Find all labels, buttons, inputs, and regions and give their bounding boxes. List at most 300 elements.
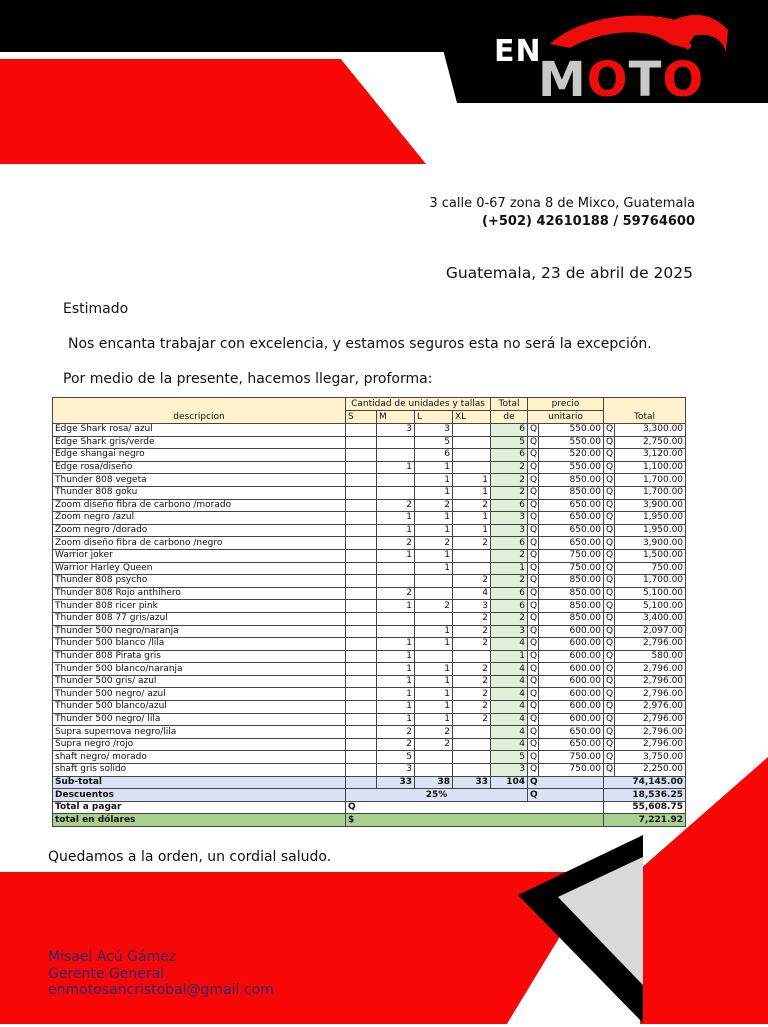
row-size-xl [453,764,491,777]
row-total-currency: Q [604,549,615,562]
row-total-currency: Q [604,638,615,651]
row-size-l: 2 [415,738,453,751]
row-total-currency: Q [604,512,615,525]
row-size-l: 1 [415,625,453,638]
closing-line: Quedamos a la orden, un cordial saludo. [48,849,332,865]
row-description: Thunder 500 blanco/azul [53,701,346,714]
row-size-l: 1 [415,486,453,499]
row-size-m: 2 [377,537,415,550]
row-units-total: 4 [491,701,528,714]
header-precio-1: precio [528,398,604,411]
row-price-currency: Q [528,650,539,663]
row-total-currency: Q [604,650,615,663]
row-size-xl [453,461,491,474]
descuentos-currency: Q [528,789,604,802]
row-description: Edge Shark rosa/ azul [53,424,346,437]
row-price-currency: Q [528,587,539,600]
signature-block [48,949,274,999]
subtotal-xl: 33 [453,776,491,789]
descuentos-percent: 25% [346,789,528,802]
row-description: Edge Shark gris/verde [53,436,346,449]
row-size-l: 2 [415,726,453,739]
row-size-l: 1 [415,638,453,651]
row-size-xl: 1 [453,486,491,499]
descuentos-amount: 18,536.25 [604,789,686,802]
subtotal-units: 104 [491,776,528,789]
row-units-total: 2 [491,486,528,499]
row-size-xl: 1 [453,474,491,487]
row-description: Warrior joker [53,549,346,562]
row-size-m: 1 [377,688,415,701]
row-size-m: 1 [377,524,415,537]
row-unit-price: 550.00 [539,424,604,437]
row-size-xl: 4 [453,587,491,600]
row-description: Thunder 808 goku [53,486,346,499]
table-row [53,701,686,714]
row-line-total: 3,120.00 [615,449,686,462]
row-price-currency: Q [528,701,539,714]
row-size-l: 1 [415,474,453,487]
row-description: Thunder 808 ricer pink [53,600,346,613]
row-units-total: 2 [491,575,528,588]
row-size-xl: 2 [453,537,491,550]
row-line-total: 1,700.00 [615,575,686,588]
row-line-total: 2,976.00 [615,701,686,714]
table-row [53,512,686,525]
row-unit-price: 850.00 [539,486,604,499]
total-pagar-amount: 55,608.75 [604,801,686,814]
signature-title: Gerente General [48,965,165,982]
row-line-total: 5,100.00 [615,600,686,613]
row-units-total: 6 [491,499,528,512]
row-unit-price: 650.00 [539,512,604,525]
row-line-total: 5,100.00 [615,587,686,600]
row-size-l: 1 [415,713,453,726]
row-total-currency: Q [604,436,615,449]
row-size-l [415,575,453,588]
row-description: Thunder 500 negro/ lila [53,713,346,726]
table-row [53,449,686,462]
row-units-total: 6 [491,424,528,437]
header-size-m: M [377,411,415,424]
row-unit-price: 600.00 [539,713,604,726]
row-size-l: 2 [415,499,453,512]
signature-name: Misael Acú Gámez [48,949,177,965]
row-size-s [346,537,377,550]
row-units-total: 5 [491,436,528,449]
table-row [53,587,686,600]
row-line-total: 2,796.00 [615,675,686,688]
row-unit-price: 750.00 [539,549,604,562]
row-total-currency: Q [604,424,615,437]
row-total-currency: Q [604,663,615,676]
subtotal-l: 38 [415,776,453,789]
greeting: Estimado [63,301,129,317]
row-size-s [346,726,377,739]
row-unit-price: 600.00 [539,650,604,663]
header-total-de-1: Total [491,398,528,411]
row-unit-price: 650.00 [539,738,604,751]
row-size-l [415,612,453,625]
row-total-currency: Q [604,537,615,550]
row-size-xl [453,424,491,437]
header-red-band [0,59,426,164]
row-line-total: 2,750.00 [615,436,686,449]
row-price-currency: Q [528,663,539,676]
row-size-s [346,650,377,663]
row-size-l: 3 [415,424,453,437]
header-size-l: L [415,411,453,424]
usd-currency: $ [346,814,604,827]
logo-text-moto: MOTO [538,52,705,108]
table-row [53,600,686,613]
row-line-total: 1,950.00 [615,524,686,537]
row-unit-price: 750.00 [539,751,604,764]
header-descripcion: descripcion [53,398,346,424]
row-description: Warrior Harley Queen [53,562,346,575]
row-size-m: 1 [377,549,415,562]
subtotal-label: Sub-total [53,776,346,789]
row-size-xl: 2 [453,675,491,688]
row-units-total: 2 [491,612,528,625]
row-size-s [346,449,377,462]
row-units-total: 1 [491,650,528,663]
row-size-l: 1 [415,675,453,688]
row-size-m [377,449,415,462]
row-units-total: 1 [491,562,528,575]
descuentos-row [53,789,686,802]
table-row [53,524,686,537]
row-size-m: 1 [377,650,415,663]
row-units-total: 2 [491,474,528,487]
row-total-currency: Q [604,449,615,462]
row-price-currency: Q [528,600,539,613]
row-description: Edge shangai negro [53,449,346,462]
row-line-total: 2,097.00 [615,625,686,638]
row-size-s [346,738,377,751]
row-size-s [346,524,377,537]
row-unit-price: 850.00 [539,575,604,588]
row-unit-price: 550.00 [539,461,604,474]
row-line-total: 1,500.00 [615,549,686,562]
row-size-xl: 2 [453,713,491,726]
header-size-s: S [346,411,377,424]
row-size-l: 1 [415,524,453,537]
row-price-currency: Q [528,524,539,537]
row-size-s [346,663,377,676]
row-size-xl [453,726,491,739]
subtotal-row [53,776,686,789]
row-description: Thunder 500 negro/naranja [53,625,346,638]
row-size-xl: 2 [453,625,491,638]
table-row [53,474,686,487]
row-size-l: 5 [415,436,453,449]
row-description: Zoom negro /dorado [53,524,346,537]
row-description: Thunder 500 blanco /lila [53,638,346,651]
row-total-currency: Q [604,461,615,474]
row-price-currency: Q [528,537,539,550]
row-price-currency: Q [528,449,539,462]
row-size-s [346,499,377,512]
row-size-s [346,512,377,525]
row-price-currency: Q [528,688,539,701]
row-size-xl: 2 [453,663,491,676]
row-size-s [346,701,377,714]
row-size-xl: 2 [453,499,491,512]
row-units-total: 6 [491,449,528,462]
row-unit-price: 750.00 [539,764,604,777]
row-units-total: 4 [491,675,528,688]
row-units-total: 6 [491,587,528,600]
total-pagar-row [53,801,686,814]
row-units-total: 2 [491,461,528,474]
row-units-total: 3 [491,512,528,525]
row-description: Supra supernova negro/lila [53,726,346,739]
row-price-currency: Q [528,751,539,764]
row-size-m [377,474,415,487]
subtotal-s [346,776,377,789]
row-line-total: 2,796.00 [615,688,686,701]
total-pagar-label: Total a pagar [53,801,346,814]
row-units-total: 3 [491,524,528,537]
row-unit-price: 850.00 [539,612,604,625]
row-line-total: 750.00 [615,562,686,575]
row-unit-price: 850.00 [539,474,604,487]
row-description: Thunder 808 psycho [53,575,346,588]
row-description: Zoom negro /azul [53,512,346,525]
row-total-currency: Q [604,701,615,714]
row-size-m: 3 [377,424,415,437]
table-row [53,537,686,550]
row-size-xl [453,562,491,575]
logo-text-en: EN [494,34,542,69]
row-size-l: 2 [415,537,453,550]
row-price-currency: Q [528,474,539,487]
header-total: Total [604,398,686,424]
table-header-row [53,398,686,411]
row-description: Supra negro /rojo [53,738,346,751]
row-price-currency: Q [528,764,539,777]
row-size-m: 1 [377,701,415,714]
row-price-currency: Q [528,713,539,726]
row-unit-price: 600.00 [539,688,604,701]
row-size-l [415,751,453,764]
row-line-total: 2,796.00 [615,713,686,726]
header-total-de-2: de [491,411,528,424]
row-line-total: 2,250.00 [615,764,686,777]
row-total-currency: Q [604,738,615,751]
row-price-currency: Q [528,726,539,739]
row-unit-price: 850.00 [539,587,604,600]
subtotal-amount: 74,145.00 [604,776,686,789]
row-description: Edge rosa/diseño [53,461,346,474]
row-size-m [377,625,415,638]
row-size-m: 2 [377,499,415,512]
row-size-m: 2 [377,738,415,751]
row-size-s [346,474,377,487]
table-row [53,764,686,777]
row-unit-price: 520.00 [539,449,604,462]
row-total-currency: Q [604,751,615,764]
table-row [53,562,686,575]
row-total-currency: Q [604,575,615,588]
row-description: Thunder 500 blanco/naranja [53,663,346,676]
row-unit-price: 850.00 [539,600,604,613]
descuentos-label: Descuentos [53,789,346,802]
proforma-table [52,397,685,827]
table-row [53,726,686,739]
row-size-s [346,764,377,777]
row-line-total: 2,796.00 [615,663,686,676]
row-size-l: 6 [415,449,453,462]
intro-paragraph: Nos encanta trabajar con excelencia, y estamos seguros esta no será la excepción. [68,336,652,352]
row-price-currency: Q [528,549,539,562]
row-price-currency: Q [528,575,539,588]
row-size-m: 2 [377,726,415,739]
row-size-s [346,436,377,449]
row-unit-price: 600.00 [539,701,604,714]
table-row [53,486,686,499]
row-unit-price: 650.00 [539,499,604,512]
row-size-xl [453,650,491,663]
chevron-left-icon [518,835,643,1023]
row-size-xl: 1 [453,512,491,525]
row-size-l: 1 [415,663,453,676]
row-description: shaft negro/ morado [53,751,346,764]
row-description: Zoom diseño fibra de carbono /negro [53,537,346,550]
row-size-m: 1 [377,600,415,613]
row-total-currency: Q [604,474,615,487]
row-line-total: 2,796.00 [615,638,686,651]
row-unit-price: 600.00 [539,638,604,651]
row-total-currency: Q [604,625,615,638]
row-price-currency: Q [528,625,539,638]
row-size-xl [453,549,491,562]
row-size-m: 1 [377,512,415,525]
row-line-total: 3,900.00 [615,537,686,550]
table-row [53,663,686,676]
row-price-currency: Q [528,461,539,474]
row-size-m [377,436,415,449]
lead-paragraph: Por medio de la presente, hacemos llegar, proforma: [63,371,433,387]
row-size-m: 1 [377,461,415,474]
row-total-currency: Q [604,688,615,701]
row-description: Zoom diseño fibra de carbono /morado [53,499,346,512]
row-price-currency: Q [528,638,539,651]
row-size-m [377,575,415,588]
row-total-currency: Q [604,499,615,512]
row-size-m: 1 [377,663,415,676]
row-size-s [346,461,377,474]
row-size-l: 2 [415,600,453,613]
row-size-l: 1 [415,562,453,575]
row-unit-price: 750.00 [539,562,604,575]
row-unit-price: 550.00 [539,436,604,449]
table-row [53,625,686,638]
row-unit-price: 650.00 [539,524,604,537]
row-price-currency: Q [528,738,539,751]
signature-email[interactable]: enmotosancristobal@gmail.com [48,982,274,998]
table-row [53,638,686,651]
row-total-currency: Q [604,486,615,499]
row-size-s [346,625,377,638]
row-price-currency: Q [528,424,539,437]
row-line-total: 1,700.00 [615,474,686,487]
row-description: Thunder 500 gris/ azul [53,675,346,688]
row-size-s [346,638,377,651]
row-total-currency: Q [604,726,615,739]
row-units-total: 3 [491,764,528,777]
row-size-m [377,486,415,499]
header-precio-2: unitario [528,411,604,424]
row-units-total: 4 [491,726,528,739]
row-total-currency: Q [604,524,615,537]
row-units-total: 3 [491,625,528,638]
row-price-currency: Q [528,486,539,499]
row-total-currency: Q [604,612,615,625]
address-line: 3 calle 0-67 zona 8 de Mixco, Guatemala [429,196,695,211]
row-size-l: 1 [415,701,453,714]
row-price-currency: Q [528,612,539,625]
table-row [53,688,686,701]
row-units-total: 2 [491,549,528,562]
row-units-total: 6 [491,537,528,550]
row-size-xl [453,751,491,764]
row-total-currency: Q [604,600,615,613]
subtotal-m: 33 [377,776,415,789]
row-size-xl [453,436,491,449]
row-price-currency: Q [528,436,539,449]
row-line-total: 3,750.00 [615,751,686,764]
row-size-m: 1 [377,675,415,688]
row-description: Thunder 808 Rojo anthihero [53,587,346,600]
row-size-s [346,549,377,562]
row-size-xl: 2 [453,638,491,651]
row-size-l [415,587,453,600]
row-size-xl: 2 [453,575,491,588]
row-size-s [346,612,377,625]
total-pagar-currency: Q [346,801,604,814]
row-size-xl: 3 [453,600,491,613]
table-row [53,612,686,625]
row-size-s [346,600,377,613]
row-price-currency: Q [528,562,539,575]
row-size-l: 1 [415,688,453,701]
row-size-s [346,424,377,437]
row-total-currency: Q [604,764,615,777]
row-line-total: 3,300.00 [615,424,686,437]
row-units-total: 6 [491,600,528,613]
row-description: Thunder 808 Pirata gris [53,650,346,663]
usd-amount: 7,221.92 [604,814,686,827]
row-size-l: 1 [415,512,453,525]
row-price-currency: Q [528,675,539,688]
row-description: Thunder 808 77 gris/azul [53,612,346,625]
table-row [53,751,686,764]
subtotal-currency: Q [528,776,604,789]
row-total-currency: Q [604,675,615,688]
row-size-s [346,562,377,575]
row-size-s [346,587,377,600]
row-line-total: 1,100.00 [615,461,686,474]
row-size-s [346,713,377,726]
row-size-xl [453,449,491,462]
row-line-total: 3,900.00 [615,499,686,512]
row-unit-price: 600.00 [539,625,604,638]
row-total-currency: Q [604,562,615,575]
row-size-m: 1 [377,638,415,651]
row-unit-price: 600.00 [539,663,604,676]
